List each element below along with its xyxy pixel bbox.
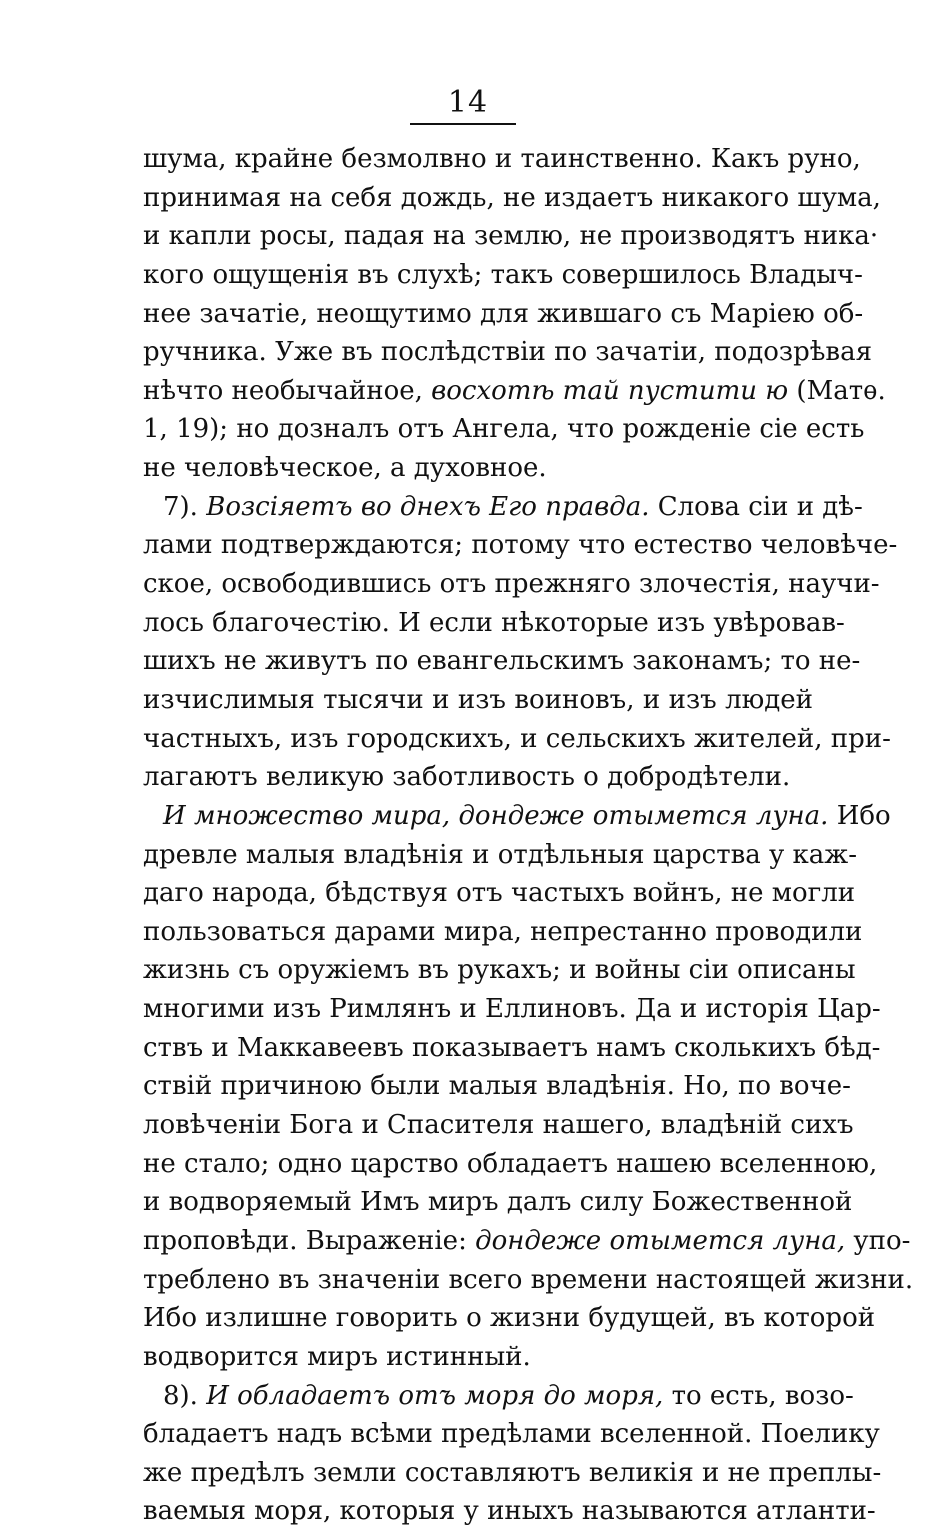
text-segment: ваемыя моря, которыя у иныхъ называются атланти- xyxy=(143,1496,876,1527)
text-line xyxy=(143,1299,876,1338)
text-segment: 8). xyxy=(163,1380,207,1411)
text-segment: древле малыя владѣнія и отдѣльныя царства у каж- xyxy=(143,839,858,870)
page-number: 14 xyxy=(447,85,489,120)
text-segment: (Матѳ. xyxy=(788,375,886,406)
text-segment: же предѣлъ земли составляютъ великія и не преплы- xyxy=(143,1457,882,1488)
text-segment: и водворяемый Имъ миръ далъ силу Божественной xyxy=(143,1187,853,1218)
text-line xyxy=(143,295,864,334)
text-line xyxy=(143,874,856,913)
text-segment: даго народа, бѣдствуя отъ частыхъ войнъ, не могли xyxy=(143,878,856,909)
text-line xyxy=(143,604,845,643)
text-segment: кого ощущенія въ слухѣ; такъ совершилось Владыч- xyxy=(143,259,863,290)
italic-quote: Возсіяетъ во днехъ Его правда. xyxy=(206,491,650,522)
text-segment: лами подтверждаются; потому что естество человѣче- xyxy=(143,530,898,561)
text-line xyxy=(143,990,881,1029)
text-line xyxy=(143,565,880,604)
text-line xyxy=(143,836,858,875)
italic-quote: восхотѣ тай пустити ю xyxy=(431,375,789,406)
text-segment: Ибо излишне говорить о жизни будущей, въ которой xyxy=(143,1303,876,1334)
text-line xyxy=(143,179,881,218)
text-line xyxy=(143,1067,851,1106)
text-line xyxy=(143,1492,876,1531)
text-segment: не стало; одно царство обладаетъ нашею вселенною, xyxy=(143,1148,878,1179)
text-segment: пользоваться дарами мира, непрестанно проводили xyxy=(143,916,863,947)
text-line xyxy=(143,1261,914,1300)
text-segment: принимая на себя дождь, не издаетъ никакого шума, xyxy=(143,182,881,213)
text-segment: 1, 19); но дозналъ отъ Ангела, что рожденіе сіе есть xyxy=(143,414,865,445)
text-line xyxy=(143,1029,881,1068)
text-segment: ручника. Уже въ послѣдствіи по зачатіи, подозрѣвая xyxy=(143,337,872,368)
text-line xyxy=(143,913,863,952)
text-line xyxy=(143,1377,854,1416)
text-segment: лагаютъ великую заботливость о добродѣтели. xyxy=(143,762,791,793)
text-line xyxy=(143,642,861,681)
text-segment: 7). xyxy=(163,491,207,522)
text-segment: шихъ не живутъ по евангельскимъ законамъ; то не- xyxy=(143,646,861,677)
text-segment: жизнь съ оружіемъ въ рукахъ; и войны сіи описаны xyxy=(143,955,856,986)
text-segment: треблено въ значеніи всего времени настоящей жизни. xyxy=(143,1264,914,1295)
body-text xyxy=(143,140,914,1531)
text-segment: упо- xyxy=(845,1225,911,1256)
text-line xyxy=(143,1222,911,1261)
text-segment: ское, освободившись отъ прежняго злочестія, научи- xyxy=(143,569,880,600)
text-line xyxy=(143,410,865,449)
text-line xyxy=(143,1106,854,1145)
text-segment: Ибо xyxy=(828,800,891,831)
text-line xyxy=(143,797,891,836)
text-segment: и капли росы, падая на землю, не производятъ ника· xyxy=(143,221,879,252)
italic-quote: И множество мира, дондеже отымется луна. xyxy=(163,800,829,831)
text-line xyxy=(143,256,863,295)
italic-quote: И обладаетъ отъ моря до моря, xyxy=(206,1380,664,1411)
text-line xyxy=(143,488,863,527)
text-line xyxy=(143,1454,882,1493)
text-segment: нѣчто необычайное, xyxy=(143,375,432,406)
text-line xyxy=(143,1183,853,1222)
text-line xyxy=(143,372,886,411)
text-segment: нее зачатіе, неощутимо для жившаго съ Маріею об- xyxy=(143,298,864,329)
text-segment: ловѣченіи Бога и Спасителя нашего, владѣній сихъ xyxy=(143,1110,854,1141)
text-segment: ствъ и Маккавеевъ показываетъ намъ сколькихъ бѣд- xyxy=(143,1032,881,1063)
text-line xyxy=(143,333,872,372)
text-segment: многими изъ Римлянъ и Еллиновъ. Да и исторія Цар- xyxy=(143,994,881,1025)
text-segment: не человѣческое, а духовное. xyxy=(143,453,547,484)
text-segment: бладаетъ надъ всѣми предѣлами вселенной. Поелику xyxy=(143,1419,880,1450)
text-line xyxy=(143,140,861,179)
text-line xyxy=(143,1338,813,1377)
text-segment: шума, крайне безмолвно и таинственно. Какъ руно, xyxy=(143,144,861,174)
text-line xyxy=(143,217,879,256)
text-line xyxy=(143,951,856,990)
text-line xyxy=(143,758,813,797)
italic-quote: дондеже отымется луна, xyxy=(475,1225,846,1256)
text-line xyxy=(143,526,898,565)
text-segment: проповѣди. Выраженіе: xyxy=(143,1225,476,1256)
text-line xyxy=(143,720,891,759)
text-segment: частныхъ, изъ городскихъ, и сельскихъ жителей, при- xyxy=(143,723,891,754)
text-segment: то есть, возо- xyxy=(663,1380,854,1411)
text-line xyxy=(143,1145,878,1184)
text-segment: Слова сіи и дѣ- xyxy=(649,491,863,522)
page-number-rule xyxy=(410,123,516,125)
text-line xyxy=(143,449,813,488)
text-segment: лось благочестію. И если нѣкоторые изъ увѣровав- xyxy=(143,607,845,638)
text-segment: изчислимыя тысячи и изъ воиновъ, и изъ людей xyxy=(143,684,813,715)
text-line xyxy=(143,681,813,720)
text-segment: водворится миръ истинный. xyxy=(143,1341,531,1372)
text-line xyxy=(143,1415,880,1454)
text-segment: ствій причиною были малыя владѣнія. Но, по воче- xyxy=(143,1071,851,1102)
